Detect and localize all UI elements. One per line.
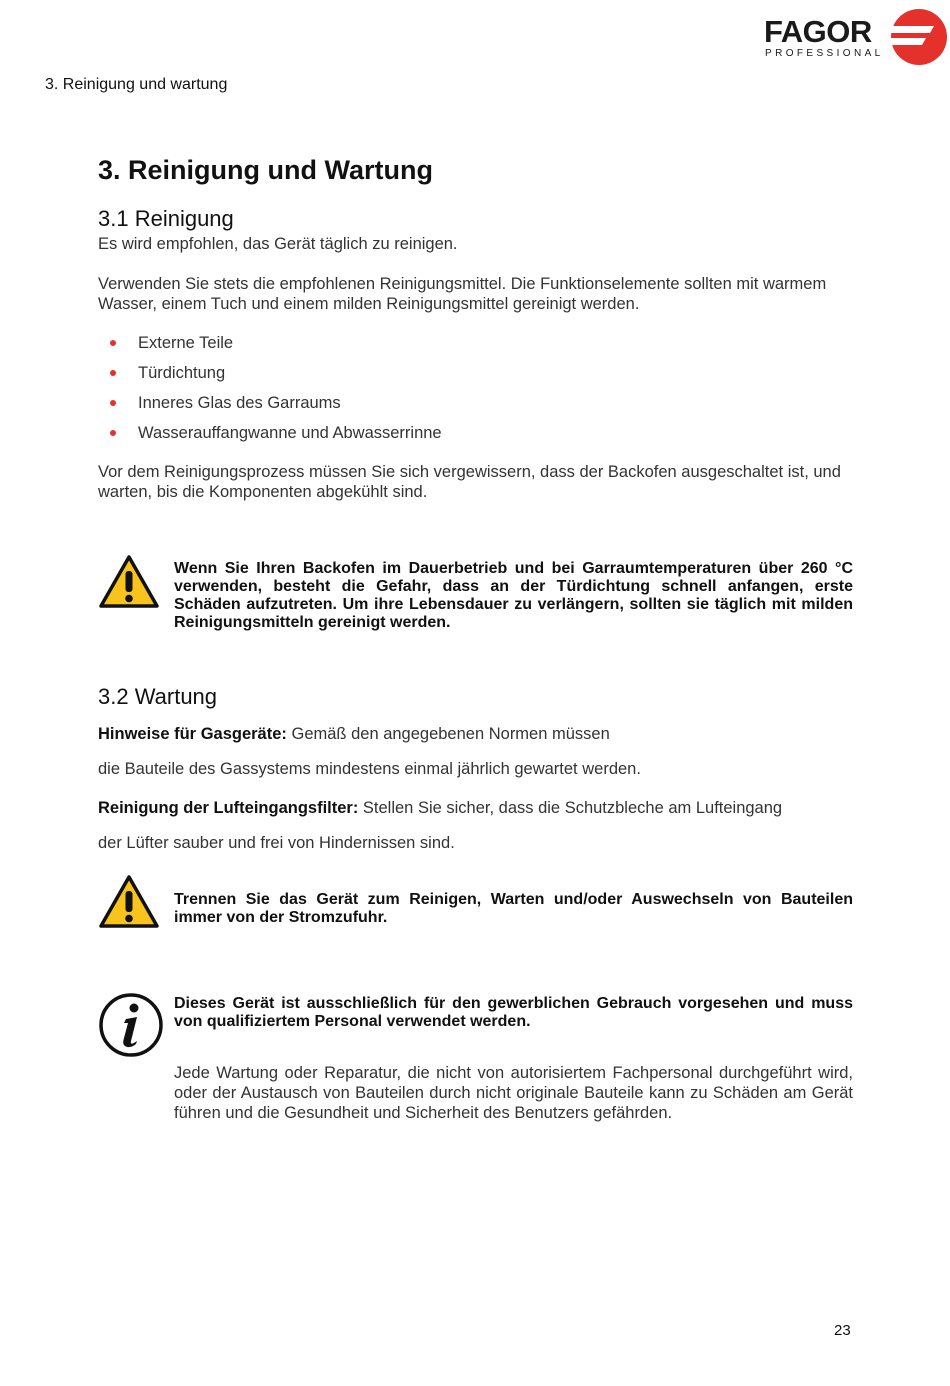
cleaning-paragraph-2: Verwenden Sie stets die empfohlenen Reinigungsmittel. Die Funktionselemente sollten mit warmem Wasser, einem Tuch und einem milden Reinigungsmittel gereinigt werden. — [98, 275, 827, 313]
fagor-logo — [762, 8, 948, 68]
gas-note — [98, 724, 853, 744]
warning-icon — [98, 874, 160, 930]
logo-word: FAGOR — [764, 14, 872, 49]
gas-note-label: Hinweise für Gasgeräte: — [98, 725, 287, 743]
gas-note-text: Gemäß den angegebenen Normen müssen — [286, 725, 610, 743]
bullet-icon — [110, 370, 116, 376]
warning-icon — [98, 554, 160, 610]
warning-text: Trennen Sie das Gerät zum Reinigen, Warten und/oder Auswechseln von Bauteilen immer von der Stromzufuhr. — [174, 891, 853, 926]
bullet-icon — [110, 430, 116, 436]
bullet-icon — [110, 400, 116, 406]
bullet-icon — [110, 340, 116, 346]
logo-sub: PROFESSIONAL — [765, 48, 884, 59]
info-icon — [98, 992, 164, 1058]
main-content — [98, 150, 853, 1123]
fagor-mark-icon — [890, 8, 948, 66]
gas-note-continued: die Bauteile des Gassystems mindestens einmal jährlich gewartet werden. — [98, 760, 641, 778]
cleaning-paragraph-3: Vor dem Reinigungsprozess müssen Sie sich vergewissern, dass der Backofen ausgeschaltet ist, und warten, bis die Komponenten abgekühlt sind. — [98, 463, 841, 501]
info-text: Jede Wartung oder Reparatur, die nicht von autorisiertem Fachpersonal durchgeführt wird, oder der Austausch von Bauteilen durch nicht originale Bauteile kann zu Schäden am Gerät führen und die Gesundheit und Sicherheit des Benutzers gefährden. — [174, 1064, 853, 1122]
warning-text: Wenn Sie Ihren Backofen im Dauerbetrieb und bei Garraumtemperaturen über 260 °C verwenden, besteht die Gefahr, dass an der Türdichtung schnell anfangen, erste Schäden aufzutreten. Um ihre Lebensdauer zu verlängern, sollten sie täglich mit milden Reinigungsmitteln gereinigt werden. — [174, 560, 853, 631]
info-bold-text: Dieses Gerät ist ausschließlich für den gewerblichen Gebrauch vorgesehen und muss von qualifiziertem Personal verwendet werden. — [174, 995, 853, 1030]
list-item: Wasserauffangwanne und Abwasserrinne — [138, 418, 853, 448]
filter-note — [98, 798, 853, 818]
filter-note-label: Reinigung der Lufteingangsfilter: — [98, 799, 359, 817]
running-header: 3. Reinigung und wartung — [45, 76, 228, 93]
page-number: 23 — [834, 1322, 851, 1339]
cleaning-paragraph-1: Es wird empfohlen, das Gerät täglich zu reinigen. — [98, 235, 458, 253]
section-heading-cleaning: 3.1 Reinigung — [98, 206, 234, 231]
list-item: Externe Teile — [138, 328, 853, 358]
filter-note-continued: der Lüfter sauber und frei von Hindernissen sind. — [98, 834, 455, 852]
cleaning-list — [98, 328, 853, 448]
warning-notice-temperature — [98, 560, 853, 632]
page-title: 3. Reinigung und Wartung — [98, 155, 433, 185]
filter-note-text: Stellen Sie sicher, dass die Schutzbleche am Lufteingang — [358, 799, 783, 817]
list-item: Inneres Glas des Garraums — [138, 388, 853, 418]
list-item: Türdichtung — [138, 358, 853, 388]
warning-notice-power — [98, 891, 853, 927]
info-notice — [98, 995, 853, 1123]
section-heading-maintenance: 3.2 Wartung — [98, 684, 218, 709]
